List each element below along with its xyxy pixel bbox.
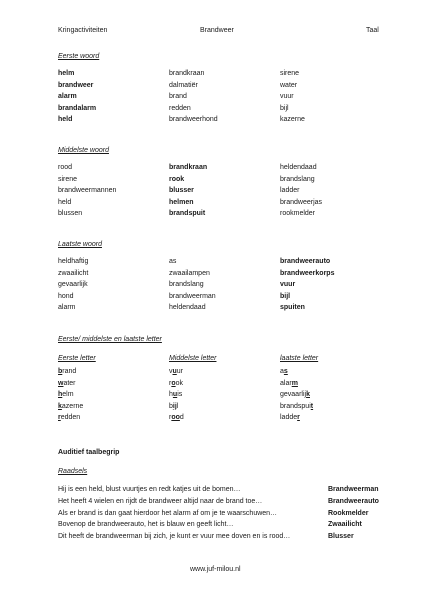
word-item: vuur xyxy=(280,93,294,100)
riddle-question: Als er brand is dan gaat hierdoor het alarm af om je te waarschuwen… xyxy=(58,509,278,517)
word-item: blusser xyxy=(169,187,194,194)
footer-url[interactable]: www.juf-milou.nl xyxy=(190,566,241,573)
word-item: brandslang xyxy=(280,175,315,183)
highlighted-letter: s xyxy=(283,368,288,375)
highlighted-letter: h xyxy=(58,391,63,398)
word-item: heldhaftig xyxy=(58,258,89,265)
word-item: rook xyxy=(169,175,185,183)
word-item: brandweerauto xyxy=(280,258,331,265)
highlighted-letter: b xyxy=(58,368,63,375)
section-title-middelste-woord: Middelste woord xyxy=(58,147,109,154)
word-item: hond xyxy=(58,292,74,300)
word-item: brandalarm xyxy=(58,104,97,112)
riddle-question: Het heeft 4 wielen en rijdt de brandweer altijd naar de brand toe… xyxy=(58,497,263,505)
word-item: brand xyxy=(169,93,187,100)
highlighted-letter: t xyxy=(310,402,314,410)
word-item: zwaailicht xyxy=(58,269,89,277)
highlighted-letter: r xyxy=(58,414,61,421)
word-item: rood xyxy=(58,164,73,171)
word-item: held xyxy=(58,116,73,123)
header-laatste-letter: laatste letter xyxy=(280,355,319,362)
word-item: heldendaad xyxy=(280,164,317,171)
highlighted-letter: ij xyxy=(172,402,177,410)
word-item: sirene xyxy=(58,175,78,183)
subtitle-raadsels: Raadsels xyxy=(58,468,88,475)
header-left: Kringactiviteiten xyxy=(58,27,108,34)
letter-word: kazerne xyxy=(58,402,84,410)
word-item: vuur xyxy=(280,281,296,288)
riddle-answer: Blusser xyxy=(328,533,354,541)
highlighted-letter: w xyxy=(58,379,64,387)
riddle-question: Hij is een held, blust vuurtjes en redt katjes uit de bomen… xyxy=(58,486,241,493)
word-item: alarm xyxy=(58,93,77,100)
word-item: sirene xyxy=(280,70,300,77)
word-item: water xyxy=(280,81,298,89)
word-item: spuiten xyxy=(280,304,305,311)
word-item: bijl xyxy=(280,292,291,300)
word-item: brandslang xyxy=(169,281,204,288)
word-item: brandspuit xyxy=(169,210,206,217)
riddle-answer: Brandweerman xyxy=(328,486,379,493)
letter-word: water xyxy=(58,379,76,387)
riddle-answer: Zwaailicht xyxy=(328,521,362,529)
word-item: heldendaad xyxy=(169,304,206,311)
highlighted-letter: k xyxy=(58,402,62,410)
word-item: bijl xyxy=(280,104,289,112)
highlighted-letter: k xyxy=(306,391,310,398)
highlighted-letter: m xyxy=(291,379,298,387)
word-item: brandkraan xyxy=(169,164,208,171)
section-title-auditief-taalbegrip: Auditief taalbegrip xyxy=(58,449,120,456)
word-item: alarm xyxy=(58,304,76,311)
word-item: brandkraan xyxy=(169,70,205,77)
word-item: brandweermannen xyxy=(58,187,117,194)
riddle-question: Dit heeft de brandweerman bij zich, je kunt er vuur mee doven en is rood… xyxy=(58,533,291,541)
word-item: blussen xyxy=(58,210,83,217)
word-item: brandweerjas xyxy=(280,198,323,206)
header-center: Brandweer xyxy=(200,27,234,34)
letter-word: bijl xyxy=(169,402,179,410)
word-item: helm xyxy=(58,70,75,77)
riddle-question: Bovenop de brandweerauto, het is blauw en geeft licht… xyxy=(58,521,234,529)
word-item: as xyxy=(169,258,177,265)
letter-word: gevaarlijk xyxy=(280,391,310,398)
header-eerste-letter: Eerste letter xyxy=(58,355,96,362)
letter-word: redden xyxy=(58,414,81,421)
word-item: brandweerhond xyxy=(169,116,218,123)
word-item: ladder xyxy=(280,187,300,194)
word-item: gevaarlijk xyxy=(58,281,88,288)
word-item: dalmatiër xyxy=(169,81,198,89)
header-middelste-letter: Middelste letter xyxy=(169,355,217,362)
header-right: Taal xyxy=(366,27,379,34)
section-title-letters: Eerste/ middelste en laatste letter xyxy=(58,336,162,343)
highlighted-letter: r xyxy=(297,414,300,421)
letter-word: helm xyxy=(58,391,74,398)
letter-word: as xyxy=(280,368,288,375)
highlighted-letter: u xyxy=(172,368,177,375)
letter-word: rook xyxy=(169,379,184,387)
riddle-answer: Rookmelder xyxy=(328,509,369,517)
section-title-laatste-woord: Laatste woord xyxy=(58,241,102,248)
letter-word: ladder xyxy=(280,414,300,421)
letter-word: brandspuit xyxy=(280,402,314,410)
word-item: kazerne xyxy=(280,116,305,123)
word-item: helmen xyxy=(169,198,194,206)
letter-word: alarm xyxy=(280,379,298,387)
word-item: brandweer xyxy=(58,81,94,89)
word-item: brandweerkorps xyxy=(280,269,335,277)
section-title-eerste-woord: Eerste woord xyxy=(58,53,100,60)
highlighted-letter: u xyxy=(172,391,178,398)
letter-word: huis xyxy=(169,391,183,398)
letter-word: rood xyxy=(169,414,184,421)
word-item: brandweerman xyxy=(169,292,216,300)
word-item: held xyxy=(58,198,72,206)
word-item: redden xyxy=(169,104,191,112)
letter-word: brand xyxy=(58,368,77,375)
riddle-answer: Brandweerauto xyxy=(328,497,379,505)
highlighted-letter: o xyxy=(171,379,176,387)
word-item: zwaailampen xyxy=(169,269,210,277)
letter-word: vuur xyxy=(169,368,184,375)
word-item: rookmelder xyxy=(280,210,316,217)
highlighted-letter: oo xyxy=(171,414,180,421)
